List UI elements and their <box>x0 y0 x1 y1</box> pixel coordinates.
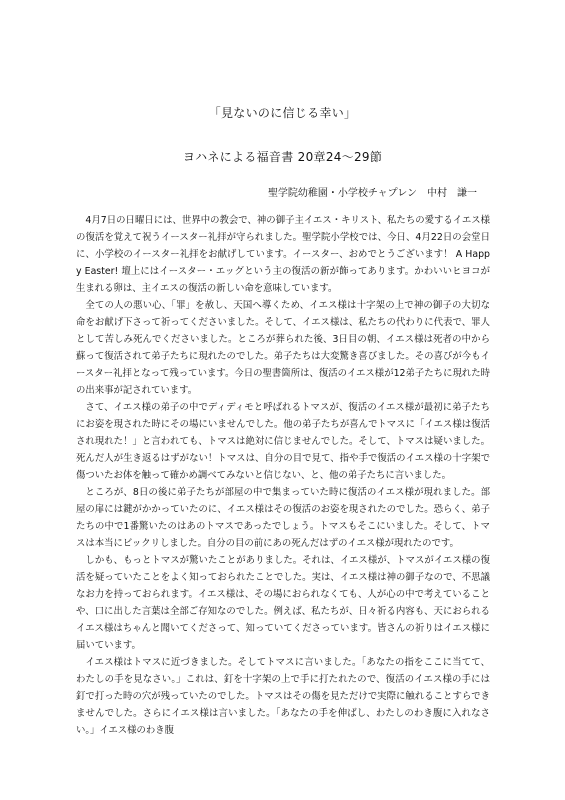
paragraph: イエス様はトマスに近づきました。そしてトマスに言いました。「あなたの指をここに当てて、わたしの手を見なさい。」これは、釘を十字架の上で手に打たれたので、復活のイエス様の手には釘で打った時の穴が残っていたのでした。トマスはその傷を見ただけで実際に触れることすらできませんでした。さらにイエス様は言いました。「あなたの手を伸ばし、わたしのわき腹に入れなさい。」イエス様のわき腹 <box>76 657 490 736</box>
paragraph: 全ての人の悪い心、「罪」を赦し、天国へ導くため、イエス様は十字架の上で神の御子の大切な命をお献げ下さって祈ってくださいました。そして、イエス様は、私たちの代わりに代表で、罪人として苦しみ死んでくださいました。ところが葬られた後、3日目の朝、イエス様は死者の中から蘇って復活されて弟子たちに現れたのでした。弟子たちは大変驚き喜びました。その喜びが今もイースター礼拝となって残っています。今日の聖書箇所は、復活のイエス様が12弟子たちに現れた時の出来事が記されています。 <box>76 300 490 396</box>
sermon-title: 「見ないのに信じる幸い」 <box>208 106 357 120</box>
paragraph: さて、イエス様の弟子の中でディディモと呼ばれるトマスが、復活のイエス様が最初に弟子たちにお姿を現された時にその場にいませんでした。他の弟子たちが喜んでトマスに「イエス様は復活され現れた！」と言われても、トマスは絶対に信じませんでした。そして、トマスは疑いました。死んだ人が生き返るはずがない！トマスは、自分の目で見て、指や手で復活のイエス様の十字架で傷ついたお体を触って確かめ調べてみないと信じない、と、他の弟子たちに言いました。 <box>76 402 490 481</box>
author-line <box>268 184 477 199</box>
paragraph: 4月7日の日曜日には、世界中の教会で、神の御子主イエス・キリスト、私たちの愛するイエス様の復活を覚えて祝うイースター礼拝が守られました。聖学院小学校では、今日、4月22日の会堂日に、小学校のイースター礼拝をお献げしています。イースター、おめでとうございます！ A Happy Easter! 壇上にはイースター・エッグという主の復活の新が飾ってあります。かわいいヒヨコが生まれる卵は、主イエスの復活の新しい命を意味しています。 <box>76 215 490 294</box>
paragraph: しかも、もっとトマスが驚いたことがありました。それは、イエス様が、トマスがイエス様の復活を疑っていたことをよく知っておられたことでした。実は、イエス様は神の御子なので、不思議なお力を持っておられます。イエス様は、その場におられなくても、人が心の中で考えていることや、口に出した言葉は全部ご存知なのでした。例えば、私たちが、日々祈る内容も、天におられるイエス様はちゃんと聞いてくださって、知っていてくださっています。皆さんの祈りはイエス様に届いています。 <box>76 555 490 651</box>
scripture-reference: ヨハネによる福音書 20章24～29節 <box>182 150 383 164</box>
paragraph: ところが、8日の後に弟子たちが部屋の中で集まっていた時に復活のイエス様が現れました。部屋の扉には鍵がかかっていたのに、イエス様はその復活のお姿を現されたのでした。恐らく、弟子たちの中で1番驚いたのはあのトマスであったでしょう。トマスもそこにいました。そして、トマスは本当にビックリしました。自分の目の前にあの死んだはずのイエス様が現れたのです。 <box>76 487 490 549</box>
sermon-body <box>76 212 490 739</box>
author-affiliation: 聖学院幼稚園・小学校チャプレン <box>267 188 417 199</box>
author-name: 中村 謙一 <box>427 188 477 199</box>
